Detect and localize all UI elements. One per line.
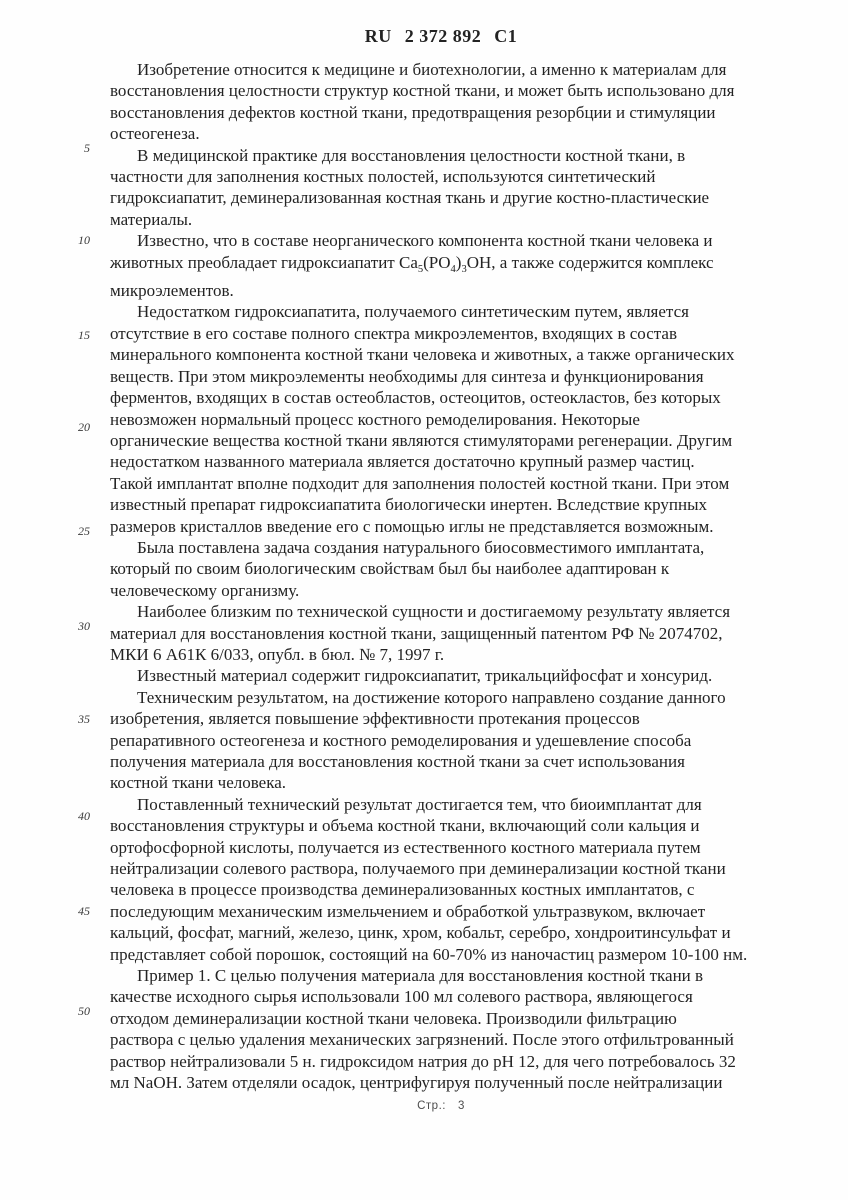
text-line: получения материала для восстановления костной ткани за счет использования [110,752,685,771]
text-line: недостатком названного материала является достаточно крупный размер частиц. [110,452,695,472]
margin-line-number: 50 [78,1004,90,1018]
page-footer [110,1100,772,1112]
text-line: известный препарат гидроксиапатита биологически инертен. Вследствие крупных [110,495,708,515]
doc-publication-number: 2 372 892 [404,26,482,46]
text-line: человека в процессе производства деминерализованных костных имплантатов, с [110,880,695,900]
text-line: раствора с целью удаления механических загрязнений. После этого отфильтрованный [110,1030,734,1050]
margin-line-number: 5 [84,141,90,155]
chemical-subscript: 4 [450,263,456,275]
text-line: мл NaOH. Затем отделяли осадок, центрифугируя полученный после нейтрализации [110,1073,723,1093]
margin-line-number: 30 [78,619,90,633]
patent-body-text [110,59,780,1094]
text-line: отсутствие в его составе полного спектра микроэлементов, входящих в состав [110,323,677,343]
text-line: Была поставлена задача создания натурального биосовместимого имплантата, [137,537,705,557]
text-line: Поставленный технический результат достигается тем, что биоимплантат для [137,794,702,814]
text-line: который по своим биологическим свойствам был бы наиболее адаптирован к [110,559,670,579]
text-line: материал для восстановления костной ткани, защищенный патентом РФ № 2074702, [110,623,723,643]
text-line: человеческому организму. [110,580,300,600]
margin-line-number: 40 [78,809,90,823]
margin-line-number: 10 [78,233,90,247]
text-line: восстановления структуры и объема костной ткани, включающий соли кальция и [110,816,700,836]
text-line: Такой имплантат вполне подходит для заполнения полостей костной ткани. При этом [110,473,730,493]
text-line: последующим механическим измельчением и обработкой ультразвуком, включает [110,901,706,921]
text-line: нейтрализации солевого раствора, получаемого при деминерализации костной ткани [110,859,726,879]
text-line: животных преобладает гидроксиапатит $Ca_5(PO_4)_3OH$, а также содержится комплекс [110,252,714,275]
text-line: остеогенеза. [110,124,200,144]
text-line: ортофосфорной кислоты, получается из естественного костного материала путем [110,837,701,857]
margin-line-number: 25 [78,524,90,538]
text-line: репаративного остеогенеза и костного ремоделирования и удешевление способа [110,730,692,750]
text-line: МКИ 6 А61К 6/033, опубл. в бюл. № 7, 1997 г. [110,644,445,664]
text-line: восстановления дефектов костной ткани, предотвращения резорбции и стимуляции [110,102,716,122]
text-line: веществ. При этом микроэлементы необходимы для синтеза и функционирования [110,366,704,386]
text-line: Изобретение относится к медицине и биотехнологии, а именно к материалам для [137,60,727,79]
text-line: В медицинской практике для восстановления целостности костной ткани, в [137,145,686,165]
text-line: невозможен нормальный процесс костного ремоделирования. Некоторые [110,409,640,429]
document-header [110,26,772,47]
text-line: восстановления целостности структур костной ткани, и может быть использовано для [110,81,735,101]
text-line: гидроксиапатит, деминерализованная костная ткань и другие костно-пластические [110,188,710,208]
text-line: Пример 1. С целью получения материала для восстановления костной ткани в [137,966,704,986]
text-line: Известный материал содержит гидроксиапатит, трикальцийфосфат и хонсурид. [137,666,713,686]
margin-line-number: 35 [78,712,90,726]
text-line: изобретения, является повышение эффективности протекания процессов [110,709,640,729]
chemical-subscript: 5 [417,263,424,275]
text-line: органические вещества костной ткани являются стимуляторами регенерации. Другим [110,430,733,450]
text-line: Известно, что в составе неорганического компонента костной ткани человека и [137,231,713,251]
text-line: Недостатком гидроксиапатита, получаемого синтетическим путем, является [137,302,689,322]
text-line: представляет собой порошок, состоящий на 60-70% из наночастиц размером 10-100 нм. [110,944,748,964]
text-line: ферментов, входящих в состав остеобластов, остеоцитов, остеокластов, без которых [110,388,721,408]
page-number-value: 3 [457,1100,465,1112]
text-line: отходом деминерализации костной ткани человека. Производили фильтрацию [110,1008,677,1028]
doc-kind-code: C1 [494,26,518,46]
page-number-label: Стр.: [417,1100,446,1112]
margin-line-number: 20 [78,420,90,434]
text-line: кальций, фосфат, магний, железо, цинк, хром, кобальт, серебро, хондроитинсульфат и [110,923,731,943]
text-line: Наиболее близким по технической сущности и достигаемому результату является [137,602,731,622]
text-line: размеров кристаллов введение его с помощью иглы не представляется возможным. [110,516,714,536]
doc-country-code: RU [364,26,392,46]
text-line: раствор нейтрализовали 5 н. гидроксидом натрия до pH 12, для чего потребовалось 32 [110,1051,736,1071]
chemical-subscript: 3 [461,263,467,275]
text-line: костной ткани человека. [110,773,287,793]
margin-line-number: 45 [78,904,90,918]
margin-line-number: 15 [78,328,90,342]
text-line: частности для заполнения костных полостей, используются синтетический [110,167,656,187]
text-line: материалы. [110,209,193,229]
text-line: микроэлементов. [110,281,234,301]
text-line: минерального компонента костной ткани человека и животных, а также органических [110,345,735,365]
text-line: Техническим результатом, на достижение которого направлено создание данного [137,687,726,707]
text-line: качестве исходного сырья использовали 100 мл солевого раствора, являющегося [110,987,693,1007]
